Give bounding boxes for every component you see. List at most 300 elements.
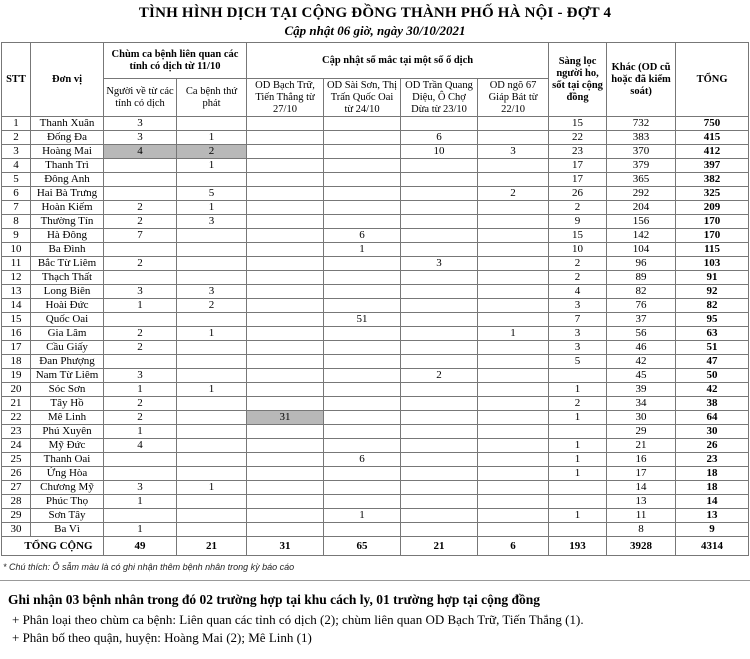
table-row [2, 201, 749, 215]
header-od-tran-quang-dieu: OD Trần Quang Diệu, Ô Chợ Dừa từ 23/10 [401, 79, 478, 117]
row-unit-name: Quốc Oai [31, 313, 104, 327]
row-cell: 6 [324, 229, 401, 243]
row-unit-name: Thanh Oai [31, 453, 104, 467]
row-unit-name: Hoàn Kiếm [31, 201, 104, 215]
table-row [2, 271, 749, 285]
row-cell [247, 425, 324, 439]
row-cell [478, 215, 549, 229]
row-cell [177, 439, 247, 453]
row-cell [324, 341, 401, 355]
row-cell: 1 [549, 439, 607, 453]
table-row [2, 187, 749, 201]
report-subtitle: Cập nhật 06 giờ, ngày 30/10/2021 [284, 23, 466, 38]
row-total: 382 [676, 173, 749, 187]
row-cell: 3 [104, 285, 177, 299]
row-cell [324, 425, 401, 439]
row-cell [247, 439, 324, 453]
row-cell: 2 [104, 397, 177, 411]
row-cell: 1 [324, 509, 401, 523]
total-cell: 65 [324, 537, 401, 556]
row-cell [104, 187, 177, 201]
row-cell: 89 [607, 271, 676, 285]
row-unit-name: Hoàng Mai [31, 145, 104, 159]
row-cell [401, 299, 478, 313]
row-cell [324, 369, 401, 383]
row-cell [247, 271, 324, 285]
header-screening: Sàng lọc người ho, sốt tại cộng đồng [549, 43, 607, 117]
row-cell: 17 [549, 159, 607, 173]
row-cell: 3 [177, 215, 247, 229]
row-cell: 104 [607, 243, 676, 257]
row-cell: 2 [478, 187, 549, 201]
table-row [2, 299, 749, 313]
row-cell [478, 397, 549, 411]
row-cell [478, 229, 549, 243]
row-unit-name: Chương Mỹ [31, 481, 104, 495]
row-cell [177, 509, 247, 523]
row-total: 325 [676, 187, 749, 201]
summary-title: Ghi nhận 03 bệnh nhân trong đó 02 trường hợp tại khu cách ly, 01 trường hợp tại cộng đồng [8, 592, 540, 607]
header-returnees: Người về từ các tỉnh có dịch [104, 79, 177, 117]
row-cell [247, 509, 324, 523]
row-cell [401, 495, 478, 509]
table-row [2, 229, 749, 243]
row-cell: 76 [607, 299, 676, 313]
row-cell [247, 117, 324, 131]
row-cell [324, 271, 401, 285]
row-stt: 13 [2, 285, 31, 299]
row-cell: 23 [549, 145, 607, 159]
row-cell [401, 187, 478, 201]
total-cell: 193 [549, 537, 607, 556]
row-cell: 4 [104, 145, 177, 159]
row-cell: 29 [607, 425, 676, 439]
row-cell: 383 [607, 131, 676, 145]
row-cell [247, 397, 324, 411]
row-cell: 8 [607, 523, 676, 537]
row-cell [478, 201, 549, 215]
row-cell [177, 523, 247, 537]
table-row [2, 509, 749, 523]
row-cell: 2 [549, 201, 607, 215]
row-unit-name: Gia Lâm [31, 327, 104, 341]
row-cell [401, 285, 478, 299]
row-stt: 25 [2, 453, 31, 467]
row-cell: 365 [607, 173, 676, 187]
header-other: Khác (OD cũ hoặc đã kiểm soát) [607, 43, 676, 117]
row-cell: 10 [401, 145, 478, 159]
row-cell [104, 467, 177, 481]
total-cell: 3928 [607, 537, 676, 556]
row-cell [401, 159, 478, 173]
row-cell [478, 285, 549, 299]
row-unit-name: Thanh Trì [31, 159, 104, 173]
row-cell: 14 [607, 481, 676, 495]
row-unit-name: Cầu Giấy [31, 341, 104, 355]
row-total: 170 [676, 229, 749, 243]
row-cell [401, 271, 478, 285]
row-cell [324, 383, 401, 397]
row-stt: 7 [2, 201, 31, 215]
row-cell [324, 173, 401, 187]
row-cell: 1 [478, 327, 549, 341]
row-cell [177, 411, 247, 425]
row-unit-name: Ba Đình [31, 243, 104, 257]
row-cell [401, 313, 478, 327]
row-unit-name: Phúc Thọ [31, 495, 104, 509]
row-cell [478, 243, 549, 257]
table-row [2, 495, 749, 509]
row-cell [478, 467, 549, 481]
row-cell: 3 [549, 341, 607, 355]
table-row [2, 243, 749, 257]
row-cell: 1 [549, 509, 607, 523]
row-cell: 9 [549, 215, 607, 229]
row-stt: 29 [2, 509, 31, 523]
row-cell [177, 229, 247, 243]
row-unit-name: Nam Từ Liêm [31, 369, 104, 383]
table-row [2, 411, 749, 425]
row-cell: 2 [104, 327, 177, 341]
row-cell [247, 383, 324, 397]
summary-line-district: + Phân bố theo quận, huyện: Hoàng Mai (2); Mê Linh (1) [12, 630, 312, 645]
row-stt: 27 [2, 481, 31, 495]
row-cell [549, 369, 607, 383]
row-cell: 1 [177, 383, 247, 397]
row-cell: 1 [324, 243, 401, 257]
row-cell [324, 467, 401, 481]
summary-line-cluster: + Phân loại theo chùm ca bệnh: Liên quan các tỉnh có dịch (2); chùm liên quan OD Bạch Trữ, Tiến Thắng (1). [12, 612, 584, 627]
table-body [2, 117, 749, 537]
row-cell: 2 [177, 299, 247, 313]
row-cell: 2 [104, 411, 177, 425]
row-total: 26 [676, 439, 749, 453]
row-cell: 34 [607, 397, 676, 411]
row-stt: 24 [2, 439, 31, 453]
row-cell [401, 355, 478, 369]
row-cell [247, 467, 324, 481]
row-cell [247, 327, 324, 341]
row-cell [324, 201, 401, 215]
row-cell [478, 131, 549, 145]
summary-box [0, 580, 750, 659]
row-unit-name: Long Biên [31, 285, 104, 299]
table-footnote: * Chú thích: Ô sẫm màu là có ghi nhận thêm bệnh nhân trong kỳ báo cáo [3, 562, 295, 572]
row-cell [247, 201, 324, 215]
row-cell [478, 313, 549, 327]
row-cell: 2 [104, 341, 177, 355]
row-unit-name: Đông Anh [31, 173, 104, 187]
row-cell: 1 [177, 327, 247, 341]
row-cell: 3 [401, 257, 478, 271]
row-stt: 22 [2, 411, 31, 425]
row-cell [478, 509, 549, 523]
row-stt: 11 [2, 257, 31, 271]
row-cell: 10 [549, 243, 607, 257]
row-total: 103 [676, 257, 749, 271]
total-label: TỔNG CỘNG [2, 537, 104, 556]
row-cell [478, 299, 549, 313]
row-cell: 156 [607, 215, 676, 229]
row-cell [247, 453, 324, 467]
table-row [2, 397, 749, 411]
row-cell [401, 229, 478, 243]
row-unit-name: Ba Vì [31, 523, 104, 537]
row-unit-name: Tây Hồ [31, 397, 104, 411]
row-cell [478, 159, 549, 173]
row-total: 63 [676, 327, 749, 341]
row-total: 47 [676, 355, 749, 369]
row-cell [324, 355, 401, 369]
row-cell: 2 [549, 257, 607, 271]
row-cell: 3 [177, 285, 247, 299]
row-cell [324, 523, 401, 537]
table-row [2, 481, 749, 495]
row-total: 38 [676, 397, 749, 411]
table-row [2, 439, 749, 453]
row-cell: 1 [549, 453, 607, 467]
row-unit-name: Thanh Xuân [31, 117, 104, 131]
header-outbreak-group: Cập nhật số mắc tại một số ổ dịch [247, 43, 549, 79]
row-cell [401, 481, 478, 495]
header-cluster-group: Chùm ca bệnh liên quan các tỉnh có dịch từ 11/10 [104, 43, 247, 79]
row-stt: 5 [2, 173, 31, 187]
row-cell: 732 [607, 117, 676, 131]
table-row [2, 425, 749, 439]
row-cell [478, 369, 549, 383]
row-cell: 31 [247, 411, 324, 425]
row-unit-name: Thạch Thất [31, 271, 104, 285]
header-stt: STT [2, 43, 31, 117]
row-total: 50 [676, 369, 749, 383]
row-cell: 1 [104, 383, 177, 397]
row-cell: 4 [549, 285, 607, 299]
total-cell: 49 [104, 537, 177, 556]
row-cell [324, 439, 401, 453]
row-unit-name: Hoài Đức [31, 299, 104, 313]
row-cell [401, 453, 478, 467]
row-cell [247, 285, 324, 299]
row-cell [104, 159, 177, 173]
row-cell: 3 [104, 117, 177, 131]
row-cell: 1 [177, 201, 247, 215]
row-total: 95 [676, 313, 749, 327]
row-cell: 1 [177, 481, 247, 495]
row-cell: 292 [607, 187, 676, 201]
row-cell: 2 [549, 271, 607, 285]
row-cell [247, 495, 324, 509]
row-unit-name: Hà Đông [31, 229, 104, 243]
table-row [2, 453, 749, 467]
row-cell [247, 313, 324, 327]
row-cell: 13 [607, 495, 676, 509]
row-cell: 1 [549, 383, 607, 397]
row-cell [478, 453, 549, 467]
table-row [2, 173, 749, 187]
row-cell: 5 [177, 187, 247, 201]
row-cell [401, 383, 478, 397]
row-cell [247, 355, 324, 369]
row-cell [104, 509, 177, 523]
row-cell: 46 [607, 341, 676, 355]
row-cell: 3 [104, 481, 177, 495]
row-cell [324, 159, 401, 173]
row-cell: 3 [549, 327, 607, 341]
row-cell [478, 383, 549, 397]
row-total: 209 [676, 201, 749, 215]
row-cell [104, 453, 177, 467]
row-cell: 4 [104, 439, 177, 453]
table-row [2, 355, 749, 369]
row-cell: 42 [607, 355, 676, 369]
row-stt: 1 [2, 117, 31, 131]
table-row [2, 117, 749, 131]
row-cell: 37 [607, 313, 676, 327]
row-cell [104, 355, 177, 369]
row-cell [401, 411, 478, 425]
row-total: 64 [676, 411, 749, 425]
row-cell: 16 [607, 453, 676, 467]
row-cell [549, 425, 607, 439]
row-cell: 15 [549, 117, 607, 131]
row-stt: 19 [2, 369, 31, 383]
row-stt: 16 [2, 327, 31, 341]
row-cell [104, 313, 177, 327]
row-cell [549, 481, 607, 495]
row-cell: 7 [549, 313, 607, 327]
table-row [2, 159, 749, 173]
table-row [2, 383, 749, 397]
row-cell: 82 [607, 285, 676, 299]
row-cell: 1 [549, 467, 607, 481]
row-total: 92 [676, 285, 749, 299]
row-total: 42 [676, 383, 749, 397]
row-cell [177, 341, 247, 355]
row-cell [247, 243, 324, 257]
row-cell: 26 [549, 187, 607, 201]
row-cell: 2 [104, 201, 177, 215]
row-cell [478, 271, 549, 285]
table-row [2, 313, 749, 327]
row-cell [478, 425, 549, 439]
row-cell [177, 117, 247, 131]
row-cell [324, 481, 401, 495]
row-total: 415 [676, 131, 749, 145]
row-total: 30 [676, 425, 749, 439]
row-cell: 2 [104, 215, 177, 229]
row-unit-name: Sóc Sơn [31, 383, 104, 397]
row-cell [401, 201, 478, 215]
total-cell: 31 [247, 537, 324, 556]
row-total: 9 [676, 523, 749, 537]
row-cell: 30 [607, 411, 676, 425]
row-cell [247, 369, 324, 383]
row-cell: 1 [104, 425, 177, 439]
row-stt: 30 [2, 523, 31, 537]
table-row [2, 131, 749, 145]
table-row [2, 215, 749, 229]
row-cell: 17 [607, 467, 676, 481]
row-cell: 51 [324, 313, 401, 327]
row-cell [247, 341, 324, 355]
row-cell: 2 [104, 257, 177, 271]
table-row [2, 467, 749, 481]
row-cell [478, 117, 549, 131]
row-cell: 6 [324, 453, 401, 467]
row-unit-name: Hai Bà Trưng [31, 187, 104, 201]
row-cell [324, 131, 401, 145]
row-cell [478, 173, 549, 187]
header-od-giap-bat: OD ngõ 67 Giáp Bát từ 22/10 [478, 79, 549, 117]
row-total: 412 [676, 145, 749, 159]
row-cell [177, 425, 247, 439]
row-cell [247, 523, 324, 537]
row-stt: 10 [2, 243, 31, 257]
row-cell: 11 [607, 509, 676, 523]
row-cell: 17 [549, 173, 607, 187]
row-stt: 4 [2, 159, 31, 173]
row-cell: 96 [607, 257, 676, 271]
row-unit-name: Phú Xuyên [31, 425, 104, 439]
row-stt: 12 [2, 271, 31, 285]
row-cell [177, 257, 247, 271]
row-cell [177, 271, 247, 285]
row-stt: 2 [2, 131, 31, 145]
row-total: 18 [676, 467, 749, 481]
row-unit-name: Thường Tín [31, 215, 104, 229]
row-cell [478, 257, 549, 271]
row-stt: 18 [2, 355, 31, 369]
row-cell: 39 [607, 383, 676, 397]
row-cell [324, 117, 401, 131]
row-cell: 1 [177, 131, 247, 145]
row-cell [177, 467, 247, 481]
row-cell [401, 523, 478, 537]
report-title: TÌNH HÌNH DỊCH TẠI CỘNG ĐỒNG THÀNH PHỐ HÀ NỘI - ĐỢT 4 [138, 5, 612, 21]
row-cell [177, 243, 247, 257]
table-row [2, 341, 749, 355]
row-cell [478, 341, 549, 355]
row-stt: 14 [2, 299, 31, 313]
row-stt: 9 [2, 229, 31, 243]
table-row [2, 285, 749, 299]
row-unit-name: Đan Phượng [31, 355, 104, 369]
row-cell [247, 257, 324, 271]
row-cell [401, 173, 478, 187]
table-row [2, 369, 749, 383]
row-unit-name: Bắc Từ Liêm [31, 257, 104, 271]
row-unit-name: Sơn Tây [31, 509, 104, 523]
row-cell [478, 481, 549, 495]
row-total: 14 [676, 495, 749, 509]
row-unit-name: Ứng Hòa [31, 467, 104, 481]
row-cell: 3 [478, 145, 549, 159]
row-cell [324, 495, 401, 509]
row-total: 115 [676, 243, 749, 257]
row-cell: 56 [607, 327, 676, 341]
row-cell [247, 187, 324, 201]
row-unit-name: Mỹ Đức [31, 439, 104, 453]
total-cell: 21 [177, 537, 247, 556]
row-cell: 2 [177, 145, 247, 159]
header-od-sai-son: OD Sài Sơn, Thị Trấn Quốc Oai từ 24/10 [324, 79, 401, 117]
row-cell [401, 243, 478, 257]
row-cell [401, 467, 478, 481]
row-cell [104, 271, 177, 285]
row-cell: 204 [607, 201, 676, 215]
row-cell [478, 355, 549, 369]
row-cell [177, 495, 247, 509]
